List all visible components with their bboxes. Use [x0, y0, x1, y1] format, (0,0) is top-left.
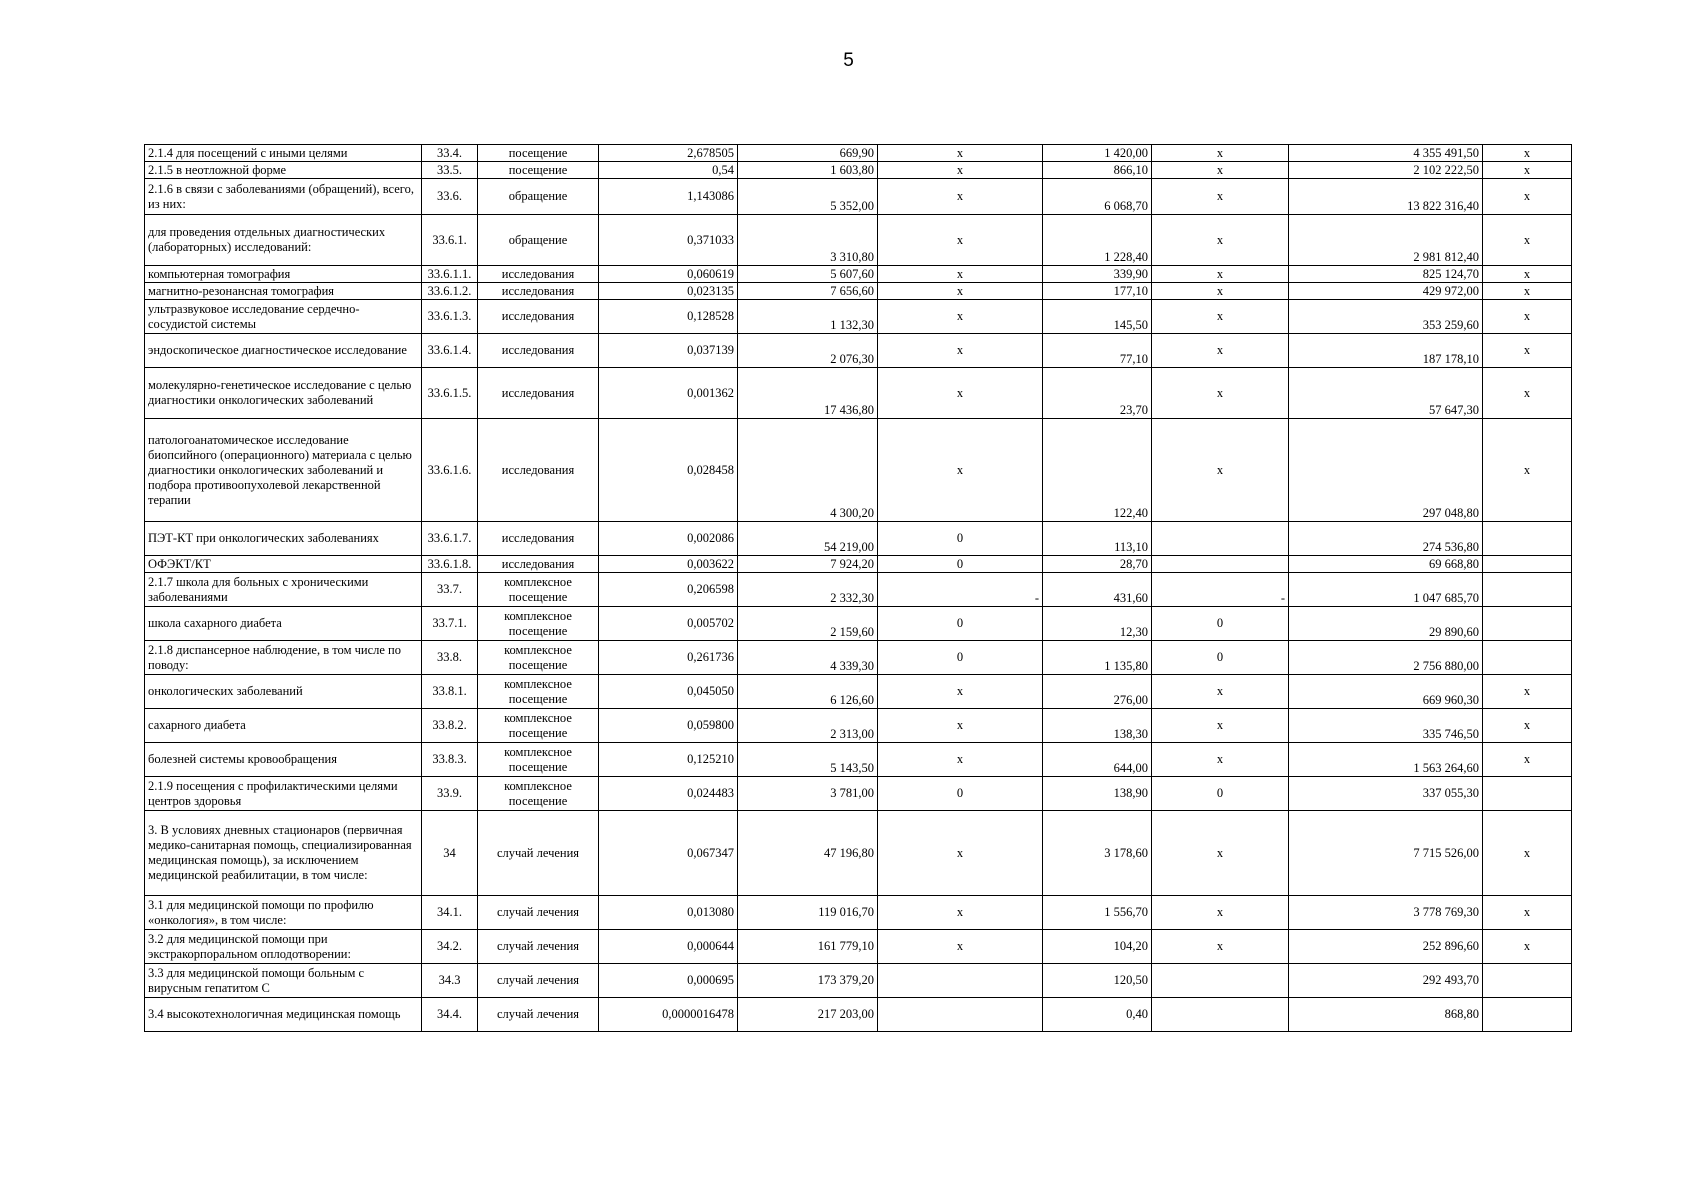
row-mark-2 [1152, 522, 1289, 556]
row-cost-norm: 4 339,30 [738, 641, 878, 675]
row-per-capita: 12,30 [1043, 607, 1152, 641]
row-code: 33.7.1. [422, 607, 478, 641]
row-code: 33.8.3. [422, 743, 478, 777]
row-mark-3 [1483, 641, 1572, 675]
row-mark-2: 0 [1152, 607, 1289, 641]
row-mark-1: х [878, 930, 1043, 964]
row-total: 1 563 264,60 [1289, 743, 1483, 777]
row-name: 2.1.9 посещения с профилактическими целями центров здоровья [145, 777, 422, 811]
row-code: 33.6.1.3. [422, 300, 478, 334]
row-volume-norm: 0,000695 [599, 964, 738, 998]
row-cost-norm: 3 781,00 [738, 777, 878, 811]
row-total: 353 259,60 [1289, 300, 1483, 334]
row-name: молекулярно-генетическое исследование с целью диагностики онкологических заболеваний [145, 368, 422, 419]
table-row [145, 215, 1572, 266]
row-name: школа сахарного диабета [145, 607, 422, 641]
row-unit: комплексное посещение [478, 709, 599, 743]
row-mark-3: х [1483, 419, 1572, 522]
row-mark-1: х [878, 743, 1043, 777]
table-row [145, 522, 1572, 556]
row-total: 7 715 526,00 [1289, 811, 1483, 896]
row-cost-norm: 5 607,60 [738, 266, 878, 283]
row-mark-2: х [1152, 419, 1289, 522]
row-total: 274 536,80 [1289, 522, 1483, 556]
table-row [145, 777, 1572, 811]
page-number: 5 [843, 50, 854, 71]
row-volume-norm: 0,003622 [599, 556, 738, 573]
row-per-capita: 0,40 [1043, 998, 1152, 1032]
row-cost-norm: 5 352,00 [738, 179, 878, 215]
row-mark-3: х [1483, 179, 1572, 215]
row-unit: комплексное посещение [478, 641, 599, 675]
row-total: 297 048,80 [1289, 419, 1483, 522]
row-name: для проведения отдельных диагностических (лабораторных) исследований: [145, 215, 422, 266]
row-total: 187 178,10 [1289, 334, 1483, 368]
row-code: 33.6.1.7. [422, 522, 478, 556]
row-mark-2: х [1152, 283, 1289, 300]
row-mark-3: х [1483, 743, 1572, 777]
row-mark-1: х [878, 709, 1043, 743]
table-row [145, 179, 1572, 215]
row-mark-1: 0 [878, 607, 1043, 641]
row-mark-2: х [1152, 743, 1289, 777]
row-mark-1: х [878, 811, 1043, 896]
row-unit: обращение [478, 179, 599, 215]
row-mark-2: х [1152, 215, 1289, 266]
row-volume-norm: 0,005702 [599, 607, 738, 641]
row-cost-norm: 2 159,60 [738, 607, 878, 641]
row-per-capita: 276,00 [1043, 675, 1152, 709]
table-row [145, 283, 1572, 300]
table-row [145, 556, 1572, 573]
row-mark-1: х [878, 675, 1043, 709]
row-per-capita: 23,70 [1043, 368, 1152, 419]
row-unit: исследования [478, 368, 599, 419]
row-mark-3: х [1483, 334, 1572, 368]
row-mark-3: х [1483, 368, 1572, 419]
row-per-capita: 120,50 [1043, 964, 1152, 998]
row-mark-3: х [1483, 283, 1572, 300]
row-unit: исследования [478, 419, 599, 522]
row-code: 33.6.1.8. [422, 556, 478, 573]
row-cost-norm: 54 219,00 [738, 522, 878, 556]
table-row [145, 896, 1572, 930]
table-row [145, 743, 1572, 777]
row-mark-1: х [878, 266, 1043, 283]
row-volume-norm: 0,060619 [599, 266, 738, 283]
row-per-capita: 138,30 [1043, 709, 1152, 743]
row-mark-3: х [1483, 145, 1572, 162]
row-cost-norm: 217 203,00 [738, 998, 878, 1032]
row-volume-norm: 0,0000016478 [599, 998, 738, 1032]
row-volume-norm: 0,206598 [599, 573, 738, 607]
row-volume-norm: 0,128528 [599, 300, 738, 334]
row-volume-norm: 0,037139 [599, 334, 738, 368]
row-mark-2: 0 [1152, 641, 1289, 675]
row-per-capita: 104,20 [1043, 930, 1152, 964]
row-code: 33.6.1.2. [422, 283, 478, 300]
row-cost-norm: 6 126,60 [738, 675, 878, 709]
table-row [145, 998, 1572, 1032]
row-mark-2: х [1152, 266, 1289, 283]
row-volume-norm: 0,54 [599, 162, 738, 179]
row-mark-3: х [1483, 675, 1572, 709]
row-cost-norm: 1 132,30 [738, 300, 878, 334]
row-mark-3: х [1483, 266, 1572, 283]
row-cost-norm: 2 313,00 [738, 709, 878, 743]
row-per-capita: 177,10 [1043, 283, 1152, 300]
row-cost-norm: 1 603,80 [738, 162, 878, 179]
table-row [145, 641, 1572, 675]
row-name: 3.2 для медицинской помощи при экстракорпоральном оплодотворении: [145, 930, 422, 964]
row-unit: исследования [478, 334, 599, 368]
row-cost-norm: 161 779,10 [738, 930, 878, 964]
row-name: 2.1.5 в неотложной форме [145, 162, 422, 179]
row-mark-2: х [1152, 811, 1289, 896]
row-total: 429 972,00 [1289, 283, 1483, 300]
table-row [145, 964, 1572, 998]
row-total: 57 647,30 [1289, 368, 1483, 419]
table-row [145, 266, 1572, 283]
row-mark-2 [1152, 998, 1289, 1032]
row-mark-1: 0 [878, 522, 1043, 556]
row-code: 33.6.1.1. [422, 266, 478, 283]
row-mark-1: х [878, 179, 1043, 215]
row-volume-norm: 0,013080 [599, 896, 738, 930]
row-per-capita: 122,40 [1043, 419, 1152, 522]
row-code: 33.9. [422, 777, 478, 811]
row-cost-norm: 47 196,80 [738, 811, 878, 896]
row-mark-2: х [1152, 709, 1289, 743]
row-cost-norm: 119 016,70 [738, 896, 878, 930]
row-mark-2: - [1152, 573, 1289, 607]
row-unit: исследования [478, 266, 599, 283]
row-name: эндоскопическое диагностическое исследование [145, 334, 422, 368]
row-total: 1 047 685,70 [1289, 573, 1483, 607]
row-unit: комплексное посещение [478, 777, 599, 811]
row-per-capita: 644,00 [1043, 743, 1152, 777]
row-per-capita: 6 068,70 [1043, 179, 1152, 215]
table-row [145, 334, 1572, 368]
row-name: ПЭТ-КТ при онкологических заболеваниях [145, 522, 422, 556]
row-cost-norm: 669,90 [738, 145, 878, 162]
row-mark-3 [1483, 964, 1572, 998]
row-total: 3 778 769,30 [1289, 896, 1483, 930]
row-mark-2: х [1152, 368, 1289, 419]
row-total: 825 124,70 [1289, 266, 1483, 283]
row-mark-3: х [1483, 811, 1572, 896]
row-mark-3: х [1483, 896, 1572, 930]
row-mark-3 [1483, 573, 1572, 607]
row-name: 3.4 высокотехнологичная медицинская помощь [145, 998, 422, 1032]
row-per-capita: 1 135,80 [1043, 641, 1152, 675]
row-mark-1: х [878, 334, 1043, 368]
row-unit: случай лечения [478, 896, 599, 930]
row-cost-norm: 2 076,30 [738, 334, 878, 368]
row-name: 2.1.4 для посещений с иными целями [145, 145, 422, 162]
row-mark-2: х [1152, 300, 1289, 334]
row-mark-3: х [1483, 709, 1572, 743]
row-per-capita: 28,70 [1043, 556, 1152, 573]
row-mark-1: х [878, 215, 1043, 266]
row-cost-norm: 4 300,20 [738, 419, 878, 522]
row-unit: посещение [478, 145, 599, 162]
table-row [145, 145, 1572, 162]
row-mark-1: х [878, 896, 1043, 930]
row-code: 33.8. [422, 641, 478, 675]
row-code: 33.4. [422, 145, 478, 162]
row-total: 868,80 [1289, 998, 1483, 1032]
row-total: 29 890,60 [1289, 607, 1483, 641]
row-mark-3 [1483, 607, 1572, 641]
row-name: патологоанатомическое исследование биопсийного (операционного) материала с целью диагностики онкологических заболеваний и подбора противоопухолевой лекарственной терапии [145, 419, 422, 522]
row-unit: случай лечения [478, 811, 599, 896]
row-name: ОФЭКТ/КТ [145, 556, 422, 573]
row-per-capita: 145,50 [1043, 300, 1152, 334]
row-volume-norm: 0,000644 [599, 930, 738, 964]
row-volume-norm: 0,125210 [599, 743, 738, 777]
row-total: 252 896,60 [1289, 930, 1483, 964]
row-code: 34 [422, 811, 478, 896]
table-row [145, 300, 1572, 334]
row-mark-2: х [1152, 930, 1289, 964]
row-per-capita: 138,90 [1043, 777, 1152, 811]
row-unit: исследования [478, 522, 599, 556]
row-cost-norm: 7 924,20 [738, 556, 878, 573]
table-body [145, 145, 1572, 1032]
row-unit: случай лечения [478, 964, 599, 998]
row-total: 669 960,30 [1289, 675, 1483, 709]
row-per-capita: 77,10 [1043, 334, 1152, 368]
row-total: 335 746,50 [1289, 709, 1483, 743]
row-name: ультразвуковое исследование сердечно-сосудистой системы [145, 300, 422, 334]
row-volume-norm: 0,001362 [599, 368, 738, 419]
row-mark-1 [878, 964, 1043, 998]
row-total: 13 822 316,40 [1289, 179, 1483, 215]
row-per-capita: 1 556,70 [1043, 896, 1152, 930]
row-code: 33.6.1.6. [422, 419, 478, 522]
row-mark-1: х [878, 145, 1043, 162]
row-name: 3.1 для медицинской помощи по профилю «онкология», в том числе: [145, 896, 422, 930]
row-mark-2: х [1152, 162, 1289, 179]
row-code: 33.6.1.5. [422, 368, 478, 419]
row-volume-norm: 0,371033 [599, 215, 738, 266]
row-volume-norm: 0,261736 [599, 641, 738, 675]
row-total: 2 102 222,50 [1289, 162, 1483, 179]
row-mark-2: 0 [1152, 777, 1289, 811]
row-volume-norm: 0,067347 [599, 811, 738, 896]
row-code: 34.3 [422, 964, 478, 998]
row-mark-3: х [1483, 300, 1572, 334]
table-row [145, 573, 1572, 607]
row-cost-norm: 173 379,20 [738, 964, 878, 998]
row-code: 34.2. [422, 930, 478, 964]
row-code: 33.7. [422, 573, 478, 607]
row-per-capita: 1 420,00 [1043, 145, 1152, 162]
row-total: 2 756 880,00 [1289, 641, 1483, 675]
row-per-capita: 339,90 [1043, 266, 1152, 283]
row-code: 33.8.2. [422, 709, 478, 743]
row-code: 33.8.1. [422, 675, 478, 709]
row-volume-norm: 0,028458 [599, 419, 738, 522]
row-total: 292 493,70 [1289, 964, 1483, 998]
row-mark-1: 0 [878, 641, 1043, 675]
row-code: 33.5. [422, 162, 478, 179]
row-name: 2.1.8 диспансерное наблюдение, в том числе по поводу: [145, 641, 422, 675]
table-row [145, 811, 1572, 896]
row-mark-1: - [878, 573, 1043, 607]
row-volume-norm: 2,678505 [599, 145, 738, 162]
row-name: 2.1.6 в связи с заболеваниями (обращений), всего, из них: [145, 179, 422, 215]
row-volume-norm: 1,143086 [599, 179, 738, 215]
row-name: компьютерная томография [145, 266, 422, 283]
row-mark-1: х [878, 283, 1043, 300]
table-row [145, 419, 1572, 522]
row-mark-2 [1152, 964, 1289, 998]
row-code: 34.1. [422, 896, 478, 930]
row-unit: исследования [478, 556, 599, 573]
row-mark-2: х [1152, 896, 1289, 930]
row-unit: исследования [478, 283, 599, 300]
row-name: онкологических заболеваний [145, 675, 422, 709]
row-name: болезней системы кровообращения [145, 743, 422, 777]
row-unit: случай лечения [478, 930, 599, 964]
row-code: 33.6.1. [422, 215, 478, 266]
table-row [145, 162, 1572, 179]
row-mark-3 [1483, 998, 1572, 1032]
row-mark-3: х [1483, 162, 1572, 179]
row-mark-3 [1483, 556, 1572, 573]
row-mark-3 [1483, 777, 1572, 811]
row-code: 33.6.1.4. [422, 334, 478, 368]
row-mark-2: х [1152, 334, 1289, 368]
row-mark-2: х [1152, 675, 1289, 709]
row-volume-norm: 0,059800 [599, 709, 738, 743]
row-unit: случай лечения [478, 998, 599, 1032]
row-cost-norm: 3 310,80 [738, 215, 878, 266]
row-per-capita: 3 178,60 [1043, 811, 1152, 896]
row-name: 3. В условиях дневных стационаров (первичная медико-санитарная помощь, специализированная медицинская помощь), за исключением медицинской реабилитации, в том числе: [145, 811, 422, 896]
row-volume-norm: 0,045050 [599, 675, 738, 709]
row-total: 4 355 491,50 [1289, 145, 1483, 162]
row-total: 2 981 812,40 [1289, 215, 1483, 266]
row-code: 33.6. [422, 179, 478, 215]
row-mark-1: 0 [878, 777, 1043, 811]
row-per-capita: 113,10 [1043, 522, 1152, 556]
row-volume-norm: 0,024483 [599, 777, 738, 811]
row-mark-3: х [1483, 215, 1572, 266]
row-mark-1: 0 [878, 556, 1043, 573]
row-cost-norm: 2 332,30 [738, 573, 878, 607]
row-unit: обращение [478, 215, 599, 266]
row-mark-1 [878, 998, 1043, 1032]
row-unit: комплексное посещение [478, 743, 599, 777]
table-row [145, 675, 1572, 709]
row-code: 34.4. [422, 998, 478, 1032]
row-cost-norm: 17 436,80 [738, 368, 878, 419]
row-total: 69 668,80 [1289, 556, 1483, 573]
row-mark-3: х [1483, 930, 1572, 964]
row-mark-3 [1483, 522, 1572, 556]
table-row [145, 930, 1572, 964]
row-mark-1: х [878, 300, 1043, 334]
row-mark-2: х [1152, 179, 1289, 215]
row-unit: комплексное посещение [478, 607, 599, 641]
row-per-capita: 1 228,40 [1043, 215, 1152, 266]
row-name: магнитно-резонансная томография [145, 283, 422, 300]
row-unit: комплексное посещение [478, 675, 599, 709]
row-total: 337 055,30 [1289, 777, 1483, 811]
table-row [145, 607, 1572, 641]
row-per-capita: 431,60 [1043, 573, 1152, 607]
row-mark-1: х [878, 162, 1043, 179]
row-name: сахарного диабета [145, 709, 422, 743]
table-row [145, 368, 1572, 419]
financing-norms-table [144, 144, 1572, 1032]
row-name: 3.3 для медицинской помощи больным с вирусным гепатитом С [145, 964, 422, 998]
row-volume-norm: 0,023135 [599, 283, 738, 300]
row-name: 2.1.7 школа для больных с хроническими заболеваниями [145, 573, 422, 607]
table-row [145, 709, 1572, 743]
row-mark-2: х [1152, 145, 1289, 162]
row-cost-norm: 5 143,50 [738, 743, 878, 777]
row-unit: комплексное посещение [478, 573, 599, 607]
row-mark-2 [1152, 556, 1289, 573]
row-unit: посещение [478, 162, 599, 179]
row-mark-1: х [878, 419, 1043, 522]
row-mark-1: х [878, 368, 1043, 419]
row-volume-norm: 0,002086 [599, 522, 738, 556]
row-cost-norm: 7 656,60 [738, 283, 878, 300]
row-per-capita: 866,10 [1043, 162, 1152, 179]
row-unit: исследования [478, 300, 599, 334]
